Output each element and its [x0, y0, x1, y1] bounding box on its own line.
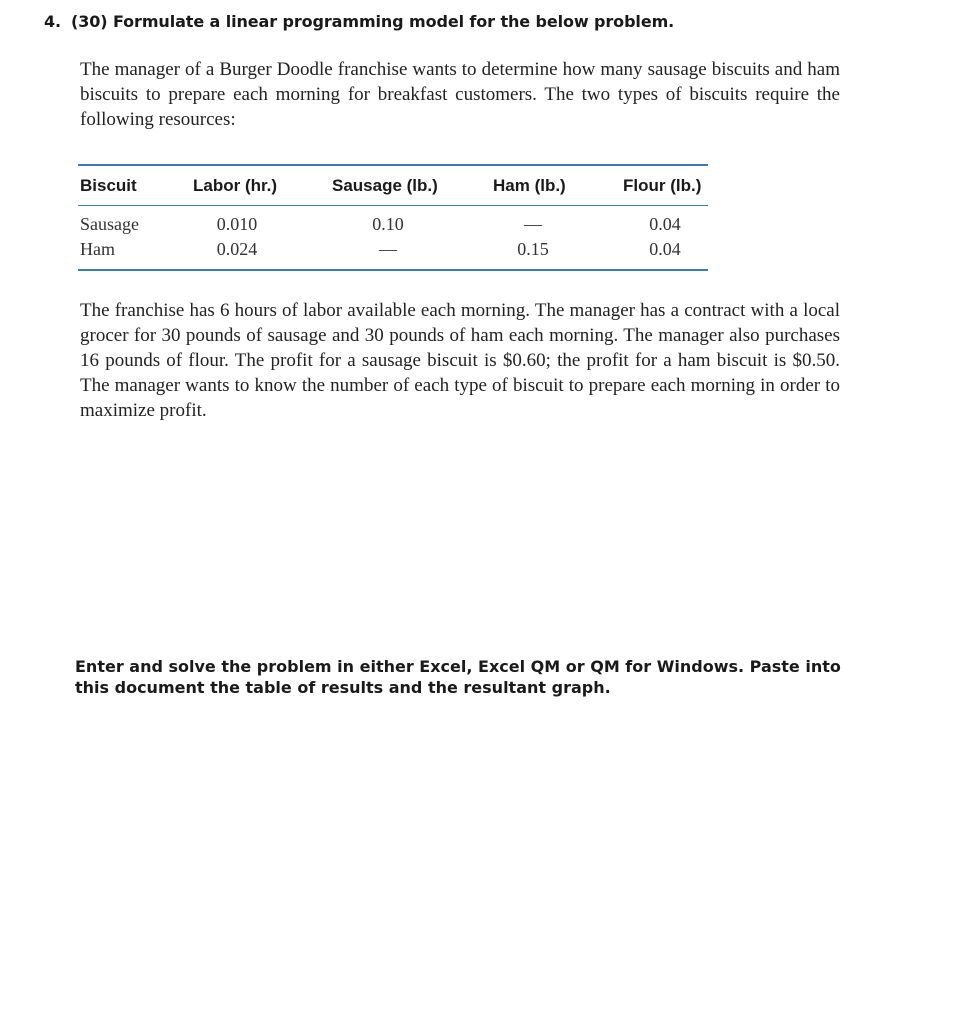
table-row: Ham 0.024 — 0.15 0.04	[80, 239, 681, 259]
header-sausage: Sausage (lb.)	[332, 176, 438, 195]
header-labor: Labor (hr.)	[193, 176, 278, 195]
row-ham-labor: 0.024	[216, 239, 258, 259]
table-row: Sausage 0.010 0.10 — 0.04	[80, 214, 681, 234]
header-flour: Flour (lb.)	[623, 176, 702, 195]
question-title: (30) Formulate a linear programming model for the below problem.	[71, 12, 675, 31]
row-sausage-labor: 0.010	[216, 214, 258, 234]
table-header-row	[78, 166, 708, 205]
table-bottom-rule	[78, 269, 708, 271]
question-number: 4.	[44, 12, 62, 31]
header-ham: Ham (lb.)	[493, 176, 566, 195]
problem-intro-paragraph: The manager of a Burger Doodle franchise wants to determine how many sausage biscuits and ham biscuits to prepare each morning for breakfast customers. The two types of biscuits require the following resources:	[80, 59, 840, 130]
resource-table	[78, 164, 708, 271]
row-ham-biscuit: Ham	[80, 239, 115, 259]
question-header	[44, 12, 674, 31]
problem-details-paragraph: The franchise has 6 hours of labor available each morning. The manager has a contract with a local grocer for 30 pounds of sausage and 30 pounds of ham each morning. The manager also purchases 16 pounds of flour. The profit for a sausage biscuit is $0.60; the profit for a ham biscuit is $0.50. The manager wants to know the number of each type of biscuit to prepare each morning in order to maximize profit.	[80, 300, 840, 421]
instruction-text: Enter and solve the problem in either Excel, Excel QM or QM for Windows. Paste into this document the table of results and the resultant graph.	[75, 657, 841, 697]
row-sausage-biscuit: Sausage	[80, 214, 139, 234]
header-biscuit: Biscuit	[80, 176, 137, 195]
